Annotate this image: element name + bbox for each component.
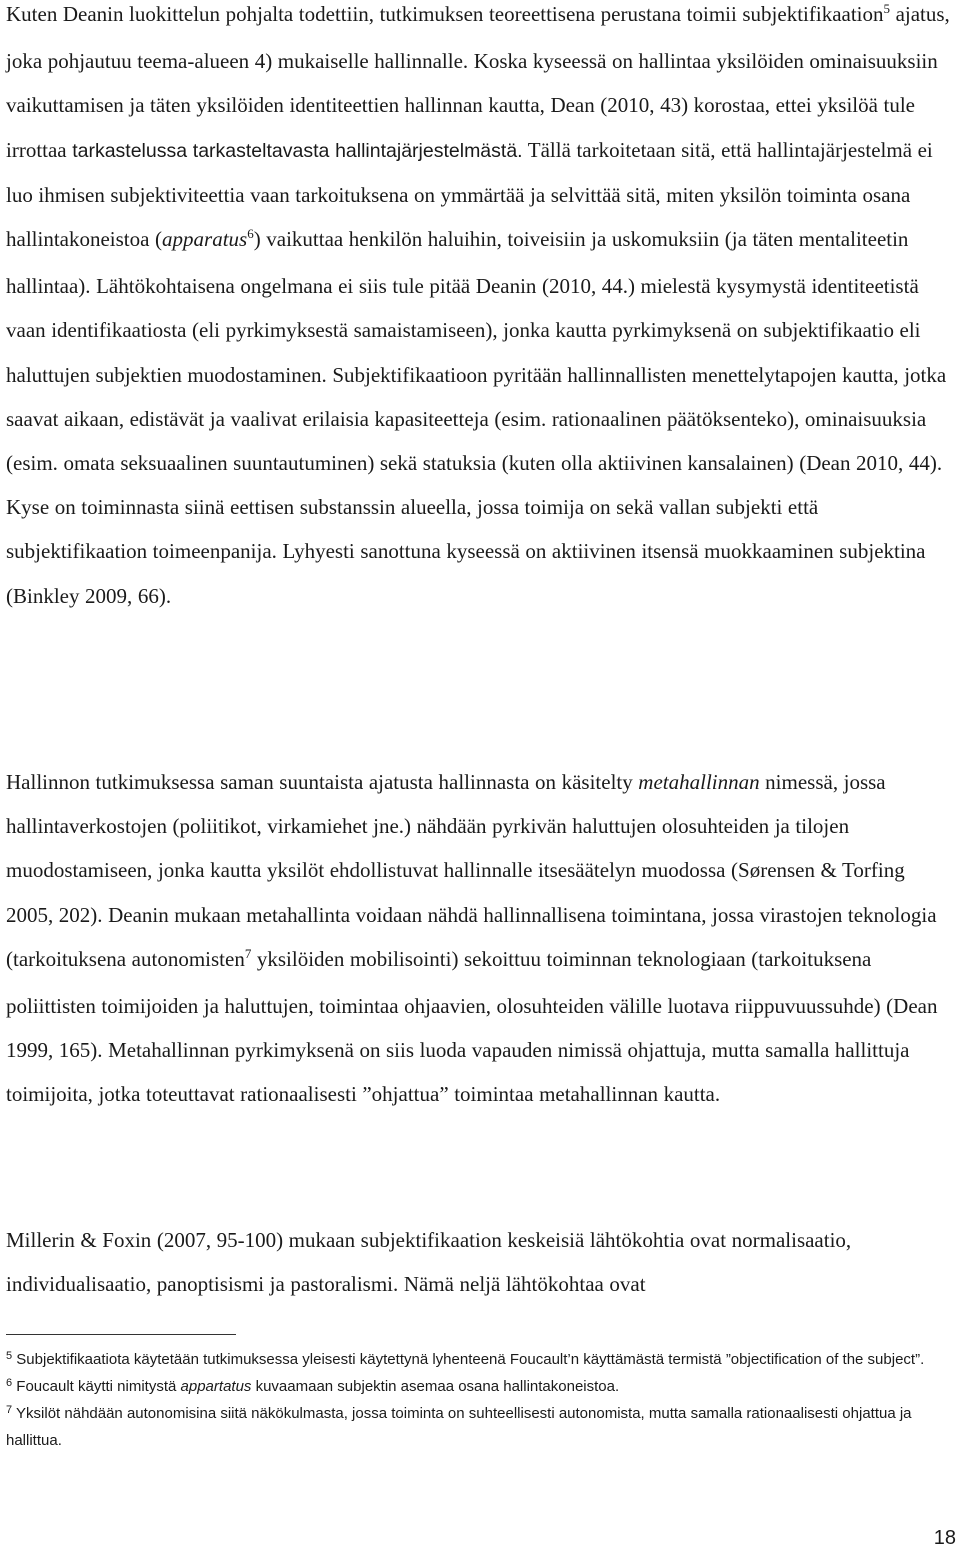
italic-term: metahallinnan [638, 770, 760, 794]
footnote-separator [6, 1334, 236, 1335]
paragraph-text: yksilöiden mobilisointi) sekoittuu toiminnan teknologiaan (tarkoituksena poliittisten toimijoiden ja haluttujen, toimintaa ohjaavien, olosuhteiden välille luotava riippuvuussuhde) (Dean 1999, 165). Metahallinnan pyrkimyksenä on siis luoda vapauden nimissä ohjattuja, mutta samalla hallittuja toimijoita, jotka toteuttavat rationaalisesti ”ohjattua” toimintaa metahallinnan kautta. [6, 946, 938, 1107]
footnote-6 [6, 1374, 954, 1401]
body-paragraph-1 [6, 0, 954, 618]
footnote-number: 5 [6, 1350, 13, 1362]
footnote-text: kuvaamaan subjektin asemaa osana hallintakoneistoa. [251, 1378, 620, 1395]
footnote-text: Subjektifikaatiota käytetään tutkimuksessa yleisesti käytettynä lyhenteenä Foucault’n käyttämästä termistä ”objectification of the subject”. [16, 1351, 925, 1368]
footnote-7 [6, 1401, 954, 1454]
footnote-ref-5[interactable]: 5 [883, 1, 891, 16]
body-paragraph-3 [6, 1218, 954, 1306]
paragraph-text: Kuten Deanin luokittelun pohjalta todettiin, tutkimuksen teoreettisena perustana toimii subjektifikaation [6, 2, 884, 26]
footnote-5 [6, 1347, 954, 1374]
paragraph-text: ) vaikuttaa henkilön haluihin, toiveisiin ja uskomuksiin (ja täten mentaliteetin hallintaa). Lähtökohtaisena ongelmana ei siis tule pitää Deanin (2010, 44.) mielestä kysymystä identiteetistä vaan identifikaatiosta (eli pyrkimyksestä samaistamiseen), jonka kautta pyrkimyksenä on subjektifikaatio eli haluttujen subjektien muodostaminen. Subjektifikaatioon pyritään hallinnallisten menettelytapojen kautta, jotka saavat aikaan, edistävät ja vaalivat erilaisia kapasiteetteja (esim. rationaalinen päätöksenteko), ominaisuuksia (esim. omata seksuaalinen suuntautuminen) sekä statuksia (kuten olla aktiivinen kansalainen) (Dean 2010, 44). Kyse on toiminnasta siinä eettisen substanssin alueella, jossa toimija on sekä vallan subjekti että subjektifikaation toimeenpanija. Lyhyesti sanottuna kyseessä on aktiivinen itsensä muokkaaminen subjektina (Binkley 2009, 66). [6, 227, 947, 608]
paragraph-text: Tällä tarkoitetaan sitä, että hallintajärjestelmä ei luo ihmisen subjektiviteettia vaan tarkoituksena on ymmärtää ja selvittää sitä, miten yksilön toiminta osana hallintakoneistoa ( [6, 137, 933, 252]
footnote-number: 6 [6, 1377, 13, 1389]
footnotes [6, 1347, 954, 1454]
page-number: 18 [933, 1527, 956, 1549]
footnote-ref-6[interactable]: 6 [247, 226, 254, 242]
footnote-text: Foucault käytti nimitystä [16, 1378, 181, 1395]
footnote-italic-term: appartatus [180, 1378, 252, 1395]
footnote-number: 7 [6, 1404, 13, 1416]
paragraph-text: Hallinnon tutkimuksessa saman suuntaista ajatusta hallinnasta on käsitelty [6, 770, 639, 794]
body-paragraph-2 [6, 760, 954, 1117]
footnote-ref-7[interactable]: 7 [244, 945, 252, 961]
footnote-text: Yksilöt nähdään autonomisina siitä näkökulmasta, jossa toiminta on suhteellisesti autonomista, mutta samalla rationaalisesti ohjattua ja hallittua. [6, 1405, 912, 1449]
italic-term: apparatus [162, 227, 248, 252]
paragraph-text: ajatus, joka pohjautuu teema-alueen 4) mukaiselle hallinnalle. Koska kyseessä on hallintaa yksilöiden ominaisuuksiin vaikuttamisen ja täten yksilöiden identiteettien hallinnan kautta, Dean (2010, 43) korostaa, ettei yksilöä tule irrottaa [6, 2, 950, 162]
paragraph-text: Millerin & Foxin (2007, 95-100) mukaan subjektifikaation keskeisiä lähtökohtia ovat normalisaatio, individualisaatio, panoptisismi ja pastoralismi. Nämä neljä lähtökohtaa ovat [6, 1228, 852, 1297]
paragraph-text: nimessä, jossa hallintaverkostojen (poliitikot, virkamiehet jne.) nähdään pyrkivän haluttujen olosuhteiden ja tilojen muodostamiseen, jonka kautta yksilöt ehdollistuvat hallinnalle itsesäätelyn muodossa (Sørensen & Torfing 2005, 202). Deanin mukaan metahallinta voidaan nähdä hallinnallisena toimintana, jossa virastojen teknologia (tarkoituksena autonomisten [6, 770, 937, 971]
paragraph-text-sans: tarkastelussa tarkasteltavasta hallintajärjestelmästä. [72, 139, 523, 162]
